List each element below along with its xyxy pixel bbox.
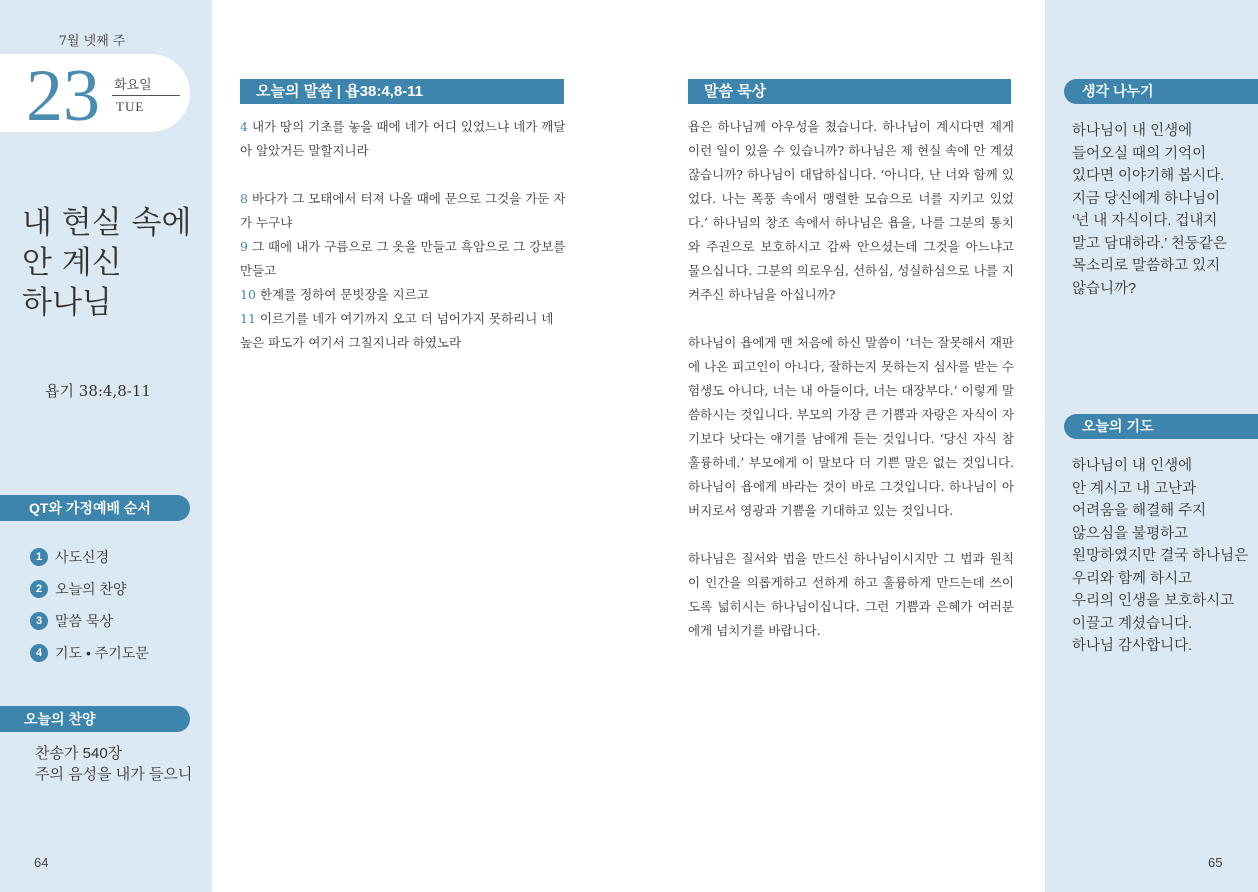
list-item <box>30 637 149 669</box>
number-badge: 2 <box>30 580 48 598</box>
text-line: 원망하였지만 결국 하나님은 <box>1072 548 1249 564</box>
share-thoughts-header: 생각 나누기 <box>1064 79 1258 104</box>
hymn-title: 주의 음성을 내가 들으니 <box>35 766 193 783</box>
meditation-paragraph: 하나님이 욥에게 맨 처음에 하신 말씀이 ‘너는 잘못해서 재판에 나온 피고인이 아니다, 잘하는지 못하는지 심사를 받는 수험생도 아니다, 너는 내 아들이다, 너는 대장부다.’ 이렇게 말씀하시는 것입니다. 부모의 가장 큰 기쁨과 자랑은 자식이 자기보다 낫다는 얘기를 남에게 듣는 것입니다. ‘당신 자식 참 훌륭하네.’ 부모에게 이 말보다 더 기쁜 말은 없는 것입니다. 하나님이 욥에게 바라는 것이 바로 그것입니다. 하나님이 아버지로서 영광과 기쁨을 기대하고 있는 것입니다. <box>688 335 1014 518</box>
text-line: 안 계시고 내 고난과 <box>1072 480 1197 497</box>
list-item-label: 기도 • 주기도문 <box>55 645 149 661</box>
verse <box>240 187 566 235</box>
order-list <box>30 541 149 669</box>
page-number-left: 64 <box>34 855 49 870</box>
week-label: 7월 넷째 주 <box>58 34 126 49</box>
prayer-text <box>1072 455 1248 658</box>
list-item-label: 사도신경 <box>55 549 110 565</box>
text-line: 않으심을 불평하고 <box>1072 525 1189 542</box>
title-line: 내 현실 속에 <box>22 205 192 241</box>
text-line: 하나님 감사합니다. <box>1072 638 1193 654</box>
verse-text: 이르기를 네가 여기까지 오고 더 넘어가지 못하리니 네 높은 파도가 여기서 그칠지니라 하였노라 <box>240 311 554 350</box>
hymn-number: 찬송가 540장 <box>35 745 123 762</box>
list-item <box>30 573 149 605</box>
day-name: 화요일 <box>114 78 152 93</box>
list-item <box>30 605 149 637</box>
today-word-header: 오늘의 말씀 | 욥38:4,8-11 <box>240 79 564 104</box>
verse <box>240 283 566 307</box>
verse <box>240 307 566 355</box>
prayer-header: 오늘의 기도 <box>1064 414 1258 439</box>
text-line: 목소리로 말씀하고 있지 <box>1072 258 1221 274</box>
verse-text: 한계를 정하여 문빗장을 지르고 <box>259 287 429 302</box>
text-line: 말고 담대하라.’ 천둥같은 <box>1072 235 1227 252</box>
meditation-body <box>688 115 1014 667</box>
verse-number: 4 <box>240 119 248 134</box>
meditation-paragraph: 욥은 하나님께 아우성을 쳤습니다. 하나님이 계시다면 제게 이런 일이 있을 수 있습니까? 하나님은 제 현실 속에 안 계셨잖습니까? 하나님이 대답하십니다. ‘아니다, 난 너와 함께 있었다. 나는 폭풍 속에서 맹렬한 모습으로 너를 지키고 있었다.’ 하나님의 창조 속에서 하나님은 욥을, 나를 그분의 통치와 주권으로 보호하시고 감싸 안으셨는데 그것을 아느냐고 물으십니다. 그분의 의로우심, 선하심, 성실하심으로 나를 지켜주신 하나님을 아십니까? <box>688 119 1014 302</box>
text-line: 하나님이 내 인생에 <box>1072 458 1193 474</box>
meditation-header: 말씀 묵상 <box>688 79 1011 104</box>
number-badge: 1 <box>30 548 48 566</box>
number-badge: 3 <box>30 612 48 630</box>
day-number: 23 <box>26 55 100 137</box>
verse-number: 10 <box>240 287 256 302</box>
list-item-label: 말씀 묵상 <box>55 613 113 629</box>
verse-list <box>240 115 566 355</box>
verse-number: 8 <box>240 191 248 206</box>
text-line: 있다면 이야기해 봅시다. <box>1072 168 1225 184</box>
page-number-right: 65 <box>1208 855 1223 870</box>
verse-text: 그 때에 내가 구름으로 그 옷을 만들고 흑암으로 그 강보를 만들고 <box>240 239 566 278</box>
text-line: 우리와 함께 하시고 <box>1072 570 1193 587</box>
verse <box>240 235 566 283</box>
number-badge: 4 <box>30 644 48 662</box>
text-line: 어려움을 해결해 주지 <box>1072 503 1207 519</box>
list-item <box>30 541 149 573</box>
title-line: 안 계신 <box>22 245 122 281</box>
text-line: 하나님이 내 인생에 <box>1072 123 1193 139</box>
title-line: 하나님 <box>22 285 112 321</box>
text-line: 들어오실 때의 기억이 <box>1072 145 1207 162</box>
list-item-label: 오늘의 찬양 <box>55 581 127 597</box>
verse-number: 9 <box>240 239 248 254</box>
text-line: 지금 당신에게 하나님이 <box>1072 190 1221 207</box>
text-line: ‘넌 내 자식이다. 겁내지 <box>1072 213 1218 229</box>
verse-text: 바다가 그 모태에서 터져 나올 때에 문으로 그것을 가둔 자가 누구냐 <box>240 191 566 230</box>
order-section-header: QT와 가정예배 순서 <box>0 495 190 521</box>
page-title <box>22 203 212 323</box>
day-abbr: TUE <box>116 99 145 114</box>
text-line: 않습니까? <box>1072 280 1137 297</box>
meditation-paragraph: 하나님은 질서와 법을 만드신 하나님이시지만 그 법과 원칙이 인간을 의롭게하고 선하게 하고 훌륭하게 만드는데 쓰이도록 넓히시는 하나님이십니다. 그런 기쁨과 은혜가 여러분에게 넘치기를 바랍니다. <box>688 551 1014 638</box>
hymn-section-header: 오늘의 찬양 <box>0 706 190 732</box>
verse <box>240 115 566 163</box>
date-divider <box>112 95 180 96</box>
verse-text: 내가 땅의 기초를 놓을 때에 네가 어디 있었느냐 네가 깨달아 알았거든 말할지니라 <box>240 119 566 158</box>
share-thoughts-text <box>1072 120 1248 300</box>
text-line: 우리의 인생을 보호하시고 <box>1072 593 1235 609</box>
text-line: 이끌고 계셨습니다. <box>1072 615 1193 632</box>
scripture-reference: 욥기 38:4,8-11 <box>45 382 151 400</box>
hymn-text <box>35 743 192 785</box>
verse-number: 11 <box>240 311 256 326</box>
